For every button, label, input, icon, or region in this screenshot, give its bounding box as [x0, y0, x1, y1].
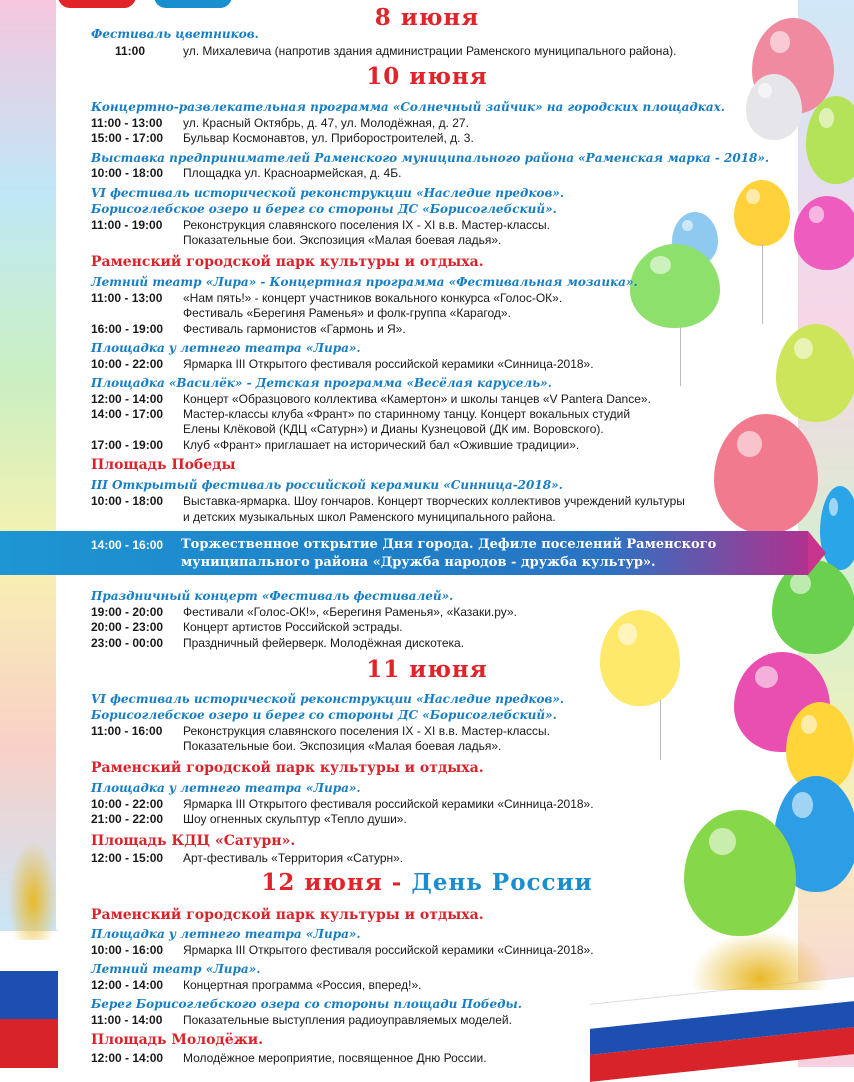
venue-title: Раменский городской парк культуры и отдыха.: [91, 254, 484, 270]
event-title: Концертно-развлекательная программа «Солнечный зайчик» на городских площадках.: [91, 100, 725, 114]
description: Ярмарка III Открытого фестиваля российской керамики «Синница-2018».: [183, 943, 594, 957]
day-date: 12 июня -: [261, 869, 403, 896]
time: 15:00 - 17:00: [91, 131, 164, 145]
event-title: III Открытый фестиваль российской керамики «Синница-2018».: [91, 478, 563, 492]
venue-title: Площадь КДЦ «Сатурн».: [91, 833, 296, 849]
time: 11:00 - 13:00: [91, 116, 163, 130]
description: Шоу огненных скульптур «Тепло души».: [183, 812, 407, 826]
time: 11:00 - 13:00: [91, 291, 163, 305]
time: 14:00 - 17:00: [91, 407, 164, 421]
event-title: Берег Борисоглебского озера со стороны площади Победы.: [91, 997, 522, 1011]
venue-title: Раменский городской парк культуры и отдыха.: [91, 760, 484, 776]
day-heading-june-11: 11 июня: [366, 656, 488, 683]
description: ул. Красный Октябрь, д. 47, ул. Молодёжная, д. 27.: [183, 116, 469, 130]
description: Концертная программа «Россия, вперед!».: [183, 978, 422, 992]
event-title: Площадка «Василёк» - Детская программа «Весёлая карусель».: [91, 376, 552, 390]
description: ул. Михалевича (напротив здания администрации Раменского муниципального района).: [183, 44, 677, 58]
day-heading-june-8: 8 июня: [374, 4, 480, 31]
time: 16:00 - 19:00: [91, 322, 164, 336]
time: 17:00 - 19:00: [91, 438, 164, 452]
event-title: Летний театр «Лира» - Концертная программа «Фестивальная мозаика».: [91, 275, 638, 289]
description: Фестиваль «Берегиня Раменья» и фолк-группа «Карагод».: [183, 306, 511, 320]
day-heading-june-12: [0, 869, 854, 896]
time: 10:00 - 16:00: [91, 943, 164, 957]
event-title: Летний театр «Лира».: [91, 962, 261, 976]
event-title: Праздничный концерт «Фестиваль фестивалей».: [91, 589, 454, 603]
day-accent: День России: [411, 869, 593, 896]
description: Арт-фестиваль «Территория «Сатурн».: [183, 851, 404, 865]
description: Концерт артистов Российской эстрады.: [183, 620, 403, 634]
time: 10:00 - 22:00: [91, 797, 164, 811]
description: Праздничный фейерверк. Молодёжная дискотека.: [183, 636, 465, 650]
event-title: VI фестиваль исторической реконструкции «Наследие предков».: [91, 692, 565, 706]
description: Выставка-ярмарка. Шоу гончаров. Концерт творческих коллективов учреждений культуры: [183, 494, 685, 508]
description: Реконструкция славянского поселения IX - XI в.в. Мастер-классы.: [183, 724, 550, 738]
description: Показательные бои. Экспозиция «Малая боевая ладья».: [183, 739, 502, 753]
time: 11:00 - 19:00: [91, 218, 163, 232]
time: 11:00 - 14:00: [91, 1013, 163, 1027]
description: Ярмарка III Открытого фестиваля российской керамики «Синница-2018».: [183, 357, 594, 371]
description: Показательные бои. Экспозиция «Малая боевая ладья».: [183, 233, 502, 247]
event-location: Борисоглебское озеро и берег со стороны ДС «Борисоглебский».: [91, 202, 557, 216]
description: Елены Клёковой (КДЦ «Сатурн») и Дианы Кузнецовой (ДК им. Воровского).: [183, 422, 604, 436]
event-title: VI фестиваль исторической реконструкции «Наследие предков».: [91, 186, 565, 200]
description: и детских музыкальных школ Раменского муниципального района.: [183, 510, 556, 524]
time: 12:00 - 14:00: [91, 978, 164, 992]
time: 12:00 - 14:00: [91, 392, 164, 406]
description: Площадка ул. Красноармейская, д. 4Б.: [183, 166, 402, 180]
event-title: Выставка предпринимателей Раменского муниципального района «Раменская марка - 2018».: [91, 151, 770, 165]
time: 21:00 - 22:00: [91, 812, 164, 826]
time: 10:00 - 18:00: [91, 166, 164, 180]
description: Фестивали «Голос-ОК!», «Берегиня Раменья», «Казаки.ру».: [183, 605, 517, 619]
description: Мастер-классы клуба «Франт» по старинному танцу. Концерт вокальных студий: [183, 407, 631, 421]
banner-time: 14:00 - 16:00: [91, 538, 164, 552]
description: Молодёжное мероприятие, посвященное Дню России.: [183, 1051, 487, 1065]
time: 10:00 - 18:00: [91, 494, 164, 508]
event-title: Фестиваль цветников.: [91, 27, 259, 41]
day-heading-june-10: 10 июня: [366, 63, 488, 90]
description: «Нам пять!» - концерт участников вокального конкурса «Голос-ОК».: [183, 291, 563, 305]
venue-title: Площадь Победы: [91, 457, 236, 473]
description: Показательные выступления радиоуправляемых моделей.: [183, 1013, 512, 1027]
time: 10:00 - 22:00: [91, 357, 164, 371]
event-location: Борисоглебское озеро и берег со стороны ДС «Борисоглебский».: [91, 708, 557, 722]
description: Ярмарка III Открытого фестиваля российской керамики «Синница-2018».: [183, 797, 594, 811]
banner-line-1: Торжественное открытие Дня города. Дефиле поселений Раменского: [181, 537, 717, 552]
description: Концерт «Образцового коллектива «Камертон» и школы танцев «V Pantera Dance».: [183, 392, 651, 406]
event-title: Площадка у летнего театра «Лира».: [91, 781, 361, 795]
venue-title: Раменский городской парк культуры и отдыха.: [91, 907, 484, 923]
venue-title: Площадь Молодёжи.: [91, 1032, 264, 1048]
description: Клуб «Франт» приглашает на исторический бал «Ожившие традиции».: [183, 438, 580, 452]
description: Бульвар Космонавтов, ул. Приборостроителей, д. 3.: [183, 131, 474, 145]
time: 11:00: [115, 44, 146, 58]
event-title: Площадка у летнего театра «Лира».: [91, 341, 361, 355]
description: Реконструкция славянского поселения IX - XI в.в. Мастер-классы.: [183, 218, 550, 232]
time: 11:00 - 16:00: [91, 724, 163, 738]
time: 19:00 - 20:00: [91, 605, 164, 619]
time: 23:00 - 00:00: [91, 636, 164, 650]
opening-ceremony-banner: [0, 531, 808, 575]
description: Фестиваль гармонистов «Гармонь и Я».: [183, 322, 406, 336]
time: 12:00 - 15:00: [91, 851, 164, 865]
banner-line-2: муниципального района «Дружба народов - дружба культур».: [181, 555, 656, 570]
time: 12:00 - 14:00: [91, 1051, 164, 1065]
event-title: Площадка у летнего театра «Лира».: [91, 927, 361, 941]
time: 20:00 - 23:00: [91, 620, 164, 634]
